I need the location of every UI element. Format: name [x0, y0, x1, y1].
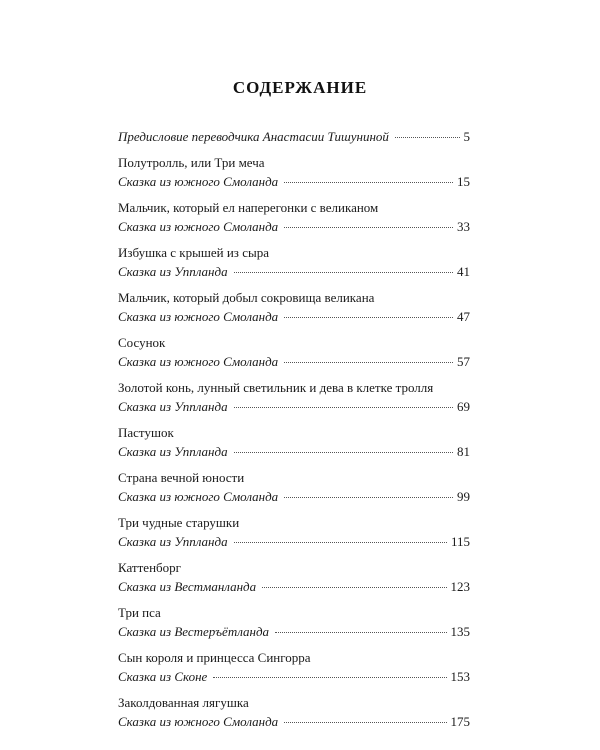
toc-page-number: 99 [457, 489, 470, 504]
dot-leader [234, 452, 453, 453]
toc-subtitle-line [118, 622, 470, 641]
dot-leader [234, 542, 447, 543]
toc-entry-subtitle: Сказка из южного Смоланда [118, 714, 279, 729]
toc-entry-subtitle: Сказка из южного Смоланда [118, 219, 279, 234]
toc-page-number: 175 [450, 714, 470, 729]
toc-subtitle-line [118, 352, 470, 371]
toc-entry[interactable] [118, 468, 470, 506]
toc-subtitle-line [118, 532, 470, 551]
dot-leader [284, 182, 453, 183]
toc-entry[interactable] [118, 243, 470, 281]
toc-entry[interactable] [118, 378, 470, 416]
toc-entry-title: Мальчик, который добыл сокровища великана [118, 290, 375, 305]
toc-entry-subtitle: Сказка из Уппланда [118, 444, 228, 459]
toc-subtitle-line [118, 712, 470, 731]
toc-entries [118, 153, 470, 731]
toc-page-number: 15 [457, 174, 470, 189]
dot-leader [284, 317, 453, 318]
toc-entry[interactable] [118, 558, 470, 596]
toc-entry-title: Заколдованная лягушка [118, 695, 249, 710]
toc-entry[interactable] [118, 513, 470, 551]
toc-entry[interactable] [118, 648, 470, 686]
toc-subtitle-line [118, 307, 470, 326]
dot-leader [234, 272, 453, 273]
toc-entry-subtitle: Сказка из Вестманланда [118, 579, 257, 594]
toc-entry-subtitle: Сказка из южного Смоланда [118, 309, 279, 324]
toc-page-number: 135 [450, 624, 470, 639]
toc-entry-title: Пастушок [118, 425, 174, 440]
toc-page-number: 5 [463, 129, 470, 144]
toc-entry[interactable] [118, 333, 470, 371]
toc-entry-subtitle: Сказка из Сконе [118, 669, 208, 684]
toc-preface[interactable] [118, 127, 470, 146]
toc-entry-subtitle: Сказка из Уппланда [118, 264, 228, 279]
toc-entry-title: Сын короля и принцесса Сингорра [118, 650, 311, 665]
toc-page-number: 33 [457, 219, 470, 234]
toc-entry-subtitle: Сказка из Вестеръётланда [118, 624, 270, 639]
dot-leader [213, 677, 446, 678]
page-title: СОДЕРЖАНИЕ [232, 78, 368, 97]
dot-leader [284, 362, 453, 363]
toc-entry[interactable] [118, 153, 470, 191]
toc-entry-title: Страна вечной юности [118, 470, 245, 485]
toc-entry-subtitle: Сказка из южного Смоланда [118, 174, 279, 189]
dot-leader [284, 497, 453, 498]
toc-page-number: 123 [450, 579, 470, 594]
toc-entry-title: Золотой конь, лунный светильник и дева в клетке тролля [118, 380, 434, 395]
toc-page-number: 153 [450, 669, 470, 684]
toc-entry[interactable] [118, 198, 470, 236]
toc-page-number: 57 [457, 354, 470, 369]
toc-subtitle-line [118, 127, 470, 146]
toc-subtitle-line [118, 172, 470, 191]
toc-page-number: 69 [457, 399, 470, 414]
dot-leader [234, 407, 453, 408]
toc-entry-title: Полутролль, или Три меча [118, 155, 265, 170]
toc-entry-subtitle: Сказка из Уппланда [118, 534, 228, 549]
toc-entry-title: Мальчик, который ел наперегонки с великаном [118, 200, 379, 215]
dot-leader [275, 632, 446, 633]
dot-leader [395, 137, 460, 138]
toc-entry-title: Избушка с крышей из сыра [118, 245, 269, 260]
toc-subtitle-line [118, 442, 470, 461]
toc-entry-title: Сосунок [118, 335, 166, 350]
table-of-contents [118, 127, 470, 738]
toc-subtitle-line [118, 667, 470, 686]
toc-entry-subtitle: Сказка из южного Смоланда [118, 354, 279, 369]
toc-subtitle-line [118, 487, 470, 506]
toc-entry[interactable] [118, 693, 470, 731]
toc-page-number: 47 [457, 309, 470, 324]
dot-leader [284, 227, 453, 228]
toc-entry-subtitle: Сказка из южного Смоланда [118, 489, 279, 504]
toc-entry-title: Три пса [118, 605, 161, 620]
toc-page-number: 81 [457, 444, 470, 459]
toc-entry-title: Каттенборг [118, 560, 181, 575]
toc-entry[interactable] [118, 423, 470, 461]
toc-entry[interactable] [118, 288, 470, 326]
toc-preface-text: Предисловие переводчика Анастасии Тишуниной [118, 129, 389, 144]
toc-entry-title: Три чудные старушки [118, 515, 240, 530]
toc-entry[interactable] [118, 603, 470, 641]
toc-subtitle-line [118, 217, 470, 236]
toc-entry-subtitle: Сказка из Уппланда [118, 399, 228, 414]
toc-subtitle-line [118, 262, 470, 281]
toc-page-number: 41 [457, 264, 470, 279]
dot-leader [284, 722, 446, 723]
toc-subtitle-line [118, 577, 470, 596]
toc-subtitle-line [118, 397, 470, 416]
dot-leader [262, 587, 446, 588]
toc-page-number: 115 [450, 534, 470, 549]
